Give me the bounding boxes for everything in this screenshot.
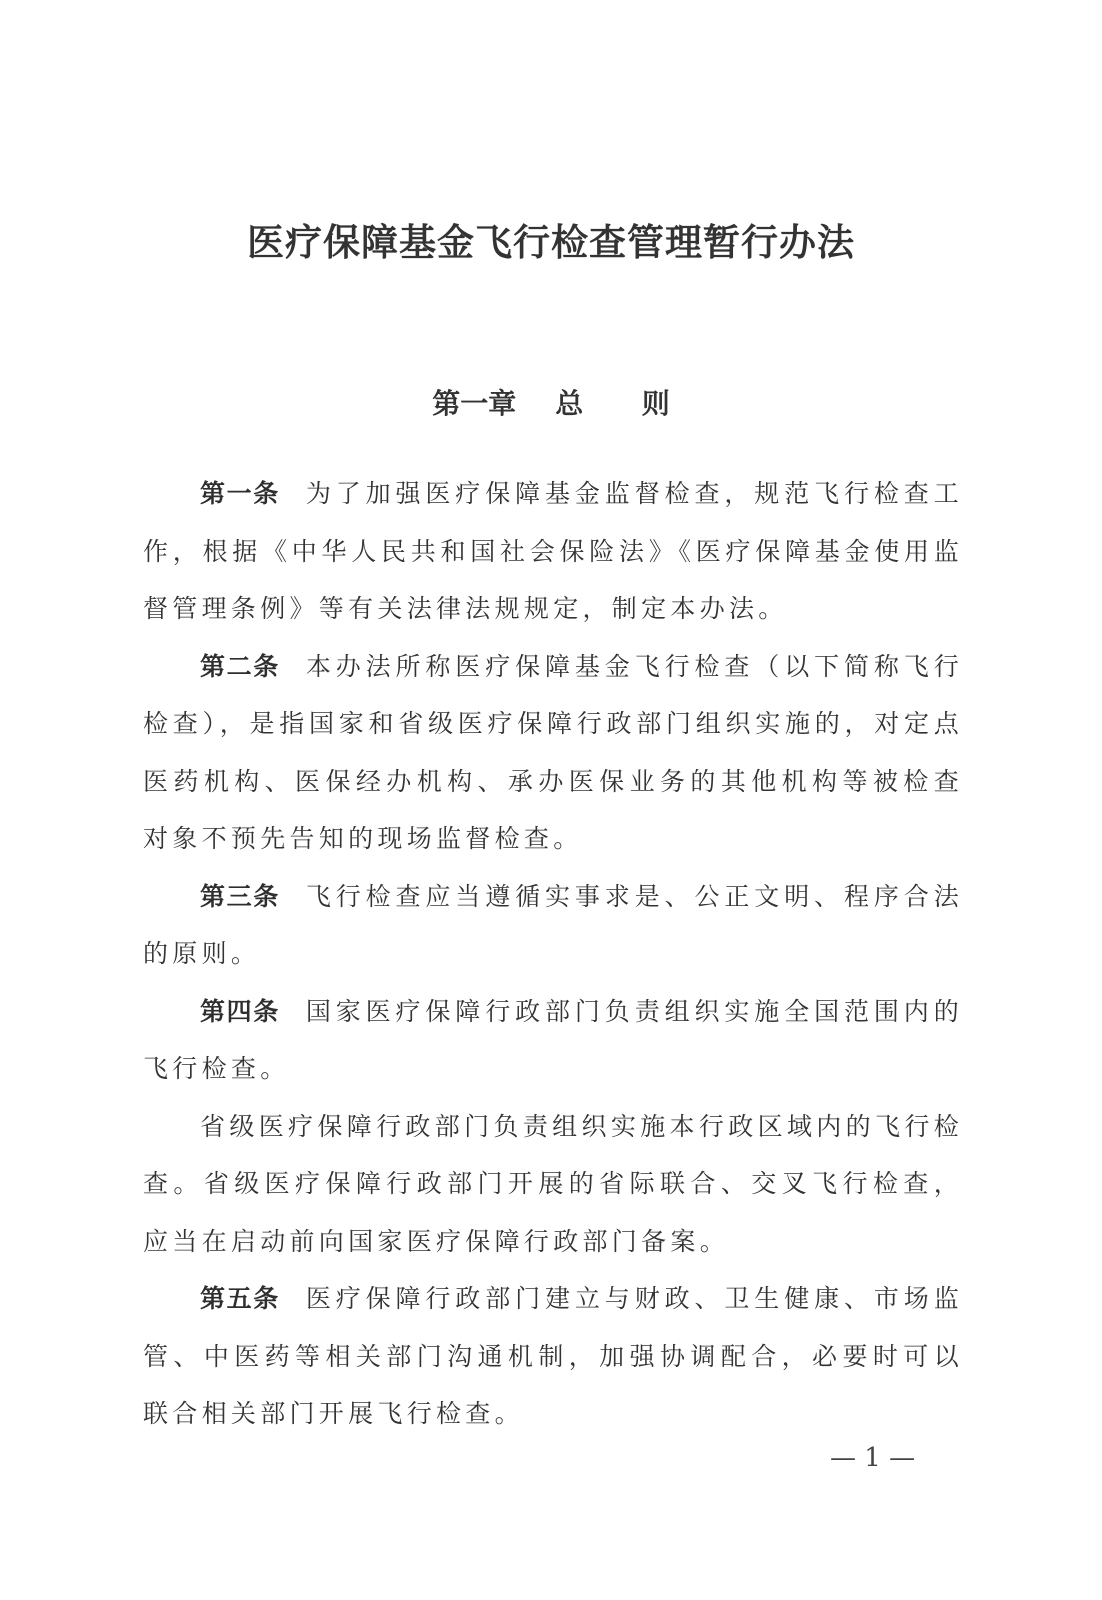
- document-body: [143, 465, 963, 1443]
- article-text: 省级医疗保障行政部门负责组织实施本行政区域内的飞行检查。省级医疗保障行政部门开展的省际联合、交叉飞行检查，应当在启动前向国家医疗保障行政部门备案。: [143, 1111, 963, 1256]
- article-text: 医疗保障行政部门建立与财政、卫生健康、市场监管、中医药等相关部门沟通机制，加强协调配合，必要时可以联合相关部门开展飞行检查。: [143, 1284, 963, 1428]
- article-5: [143, 1270, 963, 1443]
- article-text: 国家医疗保障行政部门负责组织实施全国范围内的飞行检查。: [143, 996, 963, 1083]
- article-label: 第一条: [200, 479, 280, 508]
- article-label: 第二条: [200, 651, 280, 681]
- article-text: 为了加强医疗保障基金监督检查，规范飞行检查工作，根据《中华人民共和国社会保险法》《医疗保障基金使用监督管理条例》等有关法律法规规定，制定本办法。: [143, 479, 963, 623]
- chapter-heading: 第一章 总 则: [432, 387, 670, 420]
- article-text: 飞行检查应当遵循实事求是、公正文明、程序合法的原则。: [143, 881, 963, 968]
- article-4: [143, 983, 963, 1098]
- article-3: [143, 868, 963, 983]
- article-1: [143, 465, 963, 638]
- document-title: 医疗保障基金飞行检查管理暂行办法: [247, 220, 855, 264]
- article-text: 本办法所称医疗保障基金飞行检查（以下简称飞行检查），是指国家和省级医疗保障行政部门组织实施的，对定点医药机构、医保经办机构、承办医保业务的其他机构等被检查对象不预先告知的现场监督检查。: [143, 651, 963, 853]
- article-2: [143, 638, 963, 868]
- page-number: — 1 —: [830, 1443, 916, 1473]
- article-4-paragraph-2: [143, 1098, 963, 1271]
- article-label: 第四条: [200, 996, 280, 1026]
- article-label: 第五条: [200, 1284, 280, 1313]
- article-label: 第三条: [200, 881, 280, 911]
